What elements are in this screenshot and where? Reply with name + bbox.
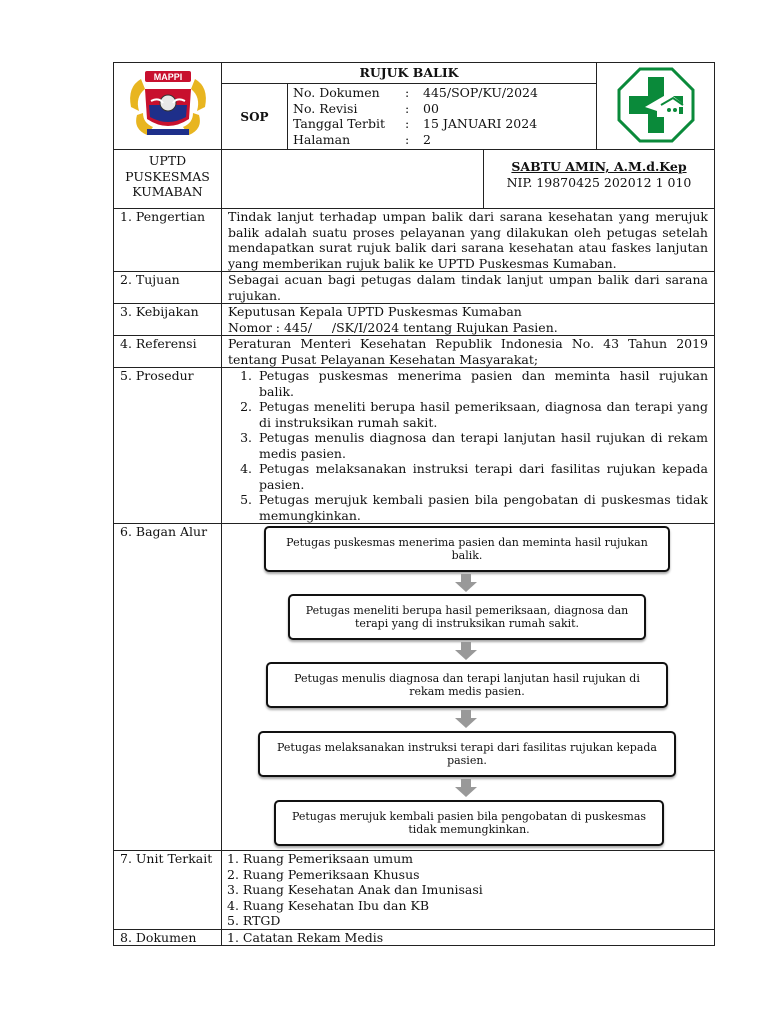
meta-colon: : bbox=[405, 131, 410, 147]
down-arrow-icon bbox=[455, 710, 477, 728]
section-text: Tindak lanjut terhadap umpan balik dari sarana kesehatan yang merujuk balik adalah suatu proses pelayanan yang dilakukan oleh petugas setelah mendapatkan surat rujuk balik dari sarana kesehatan atau faskes lanjutan yang memberikan rujuk balik ke UPTD Puskesmas Kumaban. bbox=[222, 209, 715, 272]
logo-right-cell bbox=[597, 63, 715, 150]
section-text: Sebagai acuan bagi petugas dalam tindak lanjut umpan balik dari sarana rujukan. bbox=[222, 272, 715, 304]
section-label: 6. Bagan Alur bbox=[114, 524, 222, 851]
meta-row bbox=[293, 116, 596, 132]
unit-name bbox=[114, 150, 222, 209]
section-pengertian bbox=[114, 209, 715, 272]
flow-step-box: Petugas puskesmas menerima pasien dan meminta hasil rujukan balik. bbox=[264, 526, 670, 572]
procedure-step: 3. Petugas menulis diagnosa dan terapi lanjutan hasil rujukan di rekam medis pasien. bbox=[256, 430, 708, 461]
unit-item: 4. Ruang Kesehatan Ibu dan KB bbox=[227, 897, 430, 913]
sop-header-table bbox=[113, 62, 715, 150]
signer-nip: NIP. 19870425 202012 1 010 bbox=[506, 175, 692, 190]
section-prosedur bbox=[114, 368, 715, 524]
unit-item: 5. RTGD bbox=[227, 913, 281, 928]
section-label: 8. Dokumen bbox=[114, 929, 222, 946]
sop-label: SOP bbox=[222, 84, 288, 150]
section-kebijakan bbox=[114, 304, 715, 336]
unit-line: KUMABAN bbox=[132, 184, 203, 199]
logo-left-cell bbox=[114, 63, 222, 150]
signature-block bbox=[484, 150, 715, 209]
unit-list bbox=[227, 851, 708, 929]
meta-colon: : bbox=[405, 116, 410, 131]
section-label: 4. Referensi bbox=[114, 336, 222, 368]
flow-step-box: Petugas melaksanakan instruksi terapi dari fasilitas rujukan kepada pasien. bbox=[258, 731, 676, 777]
section-unit-terkait bbox=[114, 851, 715, 930]
section-bagan-alur bbox=[114, 524, 715, 851]
mappi-logo bbox=[123, 67, 213, 143]
meta-value: 445/SOP/KU/2024 bbox=[423, 85, 538, 100]
signer-name: SABTU AMIN, A.M.d.Kep bbox=[511, 159, 687, 174]
document-meta bbox=[288, 84, 597, 150]
approval-table bbox=[113, 150, 715, 209]
meta-colon: : bbox=[405, 85, 410, 100]
kebijakan-line: Nomor : 445/ /SK/I/2024 tentang Rujukan Pasien. bbox=[228, 319, 558, 335]
meta-row bbox=[293, 132, 596, 148]
sop-document bbox=[113, 62, 714, 946]
meta-key: No. Revisi bbox=[293, 100, 358, 116]
unit-line: UPTD bbox=[148, 153, 187, 168]
procedure-list-cell bbox=[222, 368, 715, 524]
section-label: 5. Prosedur bbox=[114, 368, 222, 524]
flow-step-box: Petugas meneliti berupa hasil pemeriksaan, diagnosa dan terapi yang di instruksikan rumah sakit. bbox=[288, 594, 646, 640]
meta-row bbox=[293, 85, 596, 101]
meta-key: Halaman bbox=[293, 131, 351, 147]
unit-line: PUSKESMAS bbox=[125, 168, 210, 184]
down-arrow-icon bbox=[455, 779, 477, 797]
section-label: 7. Unit Terkait bbox=[114, 851, 222, 930]
section-tujuan bbox=[114, 272, 715, 304]
sop-title: RUJUK BALIK bbox=[222, 63, 597, 84]
flowchart bbox=[222, 524, 714, 850]
section-label: 1. Pengertian bbox=[114, 209, 222, 272]
kebijakan-line: Keputusan Kepala UPTD Puskesmas Kumaban bbox=[228, 304, 522, 319]
section-label: 2. Tujuan bbox=[114, 272, 222, 304]
procedure-step: 5. Petugas merujuk kembali pasien bila pengobatan di puskesmas tidak memungkinkan. bbox=[256, 492, 708, 523]
mappi-logo-text: MAPPI bbox=[153, 71, 182, 82]
section-text bbox=[222, 304, 715, 336]
procedure-step: 4. Petugas melaksanakan instruksi terapi dari fasilitas rujukan kepada pasien. bbox=[256, 461, 708, 492]
flow-step-box: Petugas menulis diagnosa dan terapi lanjutan hasil rujukan di rekam medis pasien. bbox=[266, 662, 668, 708]
unit-list-cell bbox=[222, 851, 715, 930]
meta-value: 2 bbox=[423, 131, 431, 147]
section-referensi bbox=[114, 336, 715, 368]
unit-item: 2. Ruang Pemeriksaan Khusus bbox=[227, 866, 420, 882]
meta-key: No. Dokumen bbox=[293, 85, 380, 100]
unit-item: 3. Ruang Kesehatan Anak dan Imunisasi bbox=[227, 882, 483, 897]
section-text: Peraturan Menteri Kesehatan Republik Indonesia No. 43 Tahun 2019 tentang Pusat Pelayanan Kesehatan Masyarakat; bbox=[222, 336, 715, 368]
meta-row bbox=[293, 101, 596, 117]
flow-step-box: Petugas merujuk kembali pasien bila pengobatan di puskesmas tidak memungkinkan. bbox=[274, 800, 664, 846]
meta-colon: : bbox=[405, 100, 410, 116]
flowchart-cell bbox=[222, 524, 715, 851]
document-item: 1. Catatan Rekam Medis bbox=[222, 929, 715, 946]
meta-key: Tanggal Terbit bbox=[293, 116, 386, 131]
section-label: 3. Kebijakan bbox=[114, 304, 222, 336]
section-dokumen bbox=[114, 929, 715, 946]
meta-value: 00 bbox=[423, 100, 439, 116]
blank-cell bbox=[222, 150, 484, 209]
procedure-list bbox=[228, 368, 708, 523]
down-arrow-icon bbox=[455, 574, 477, 592]
meta-value: 15 JANUARI 2024 bbox=[423, 116, 538, 131]
puskesmas-logo bbox=[617, 67, 695, 143]
unit-item: 1. Ruang Pemeriksaan umum bbox=[227, 851, 414, 866]
sop-body-table bbox=[113, 209, 715, 946]
down-arrow-icon bbox=[455, 642, 477, 660]
procedure-step: 1. Petugas puskesmas menerima pasien dan meminta hasil rujukan balik. bbox=[256, 368, 708, 399]
procedure-step: 2. Petugas meneliti berupa hasil pemeriksaan, diagnosa dan terapi yang di instruksikan rumah sakit. bbox=[256, 399, 708, 430]
